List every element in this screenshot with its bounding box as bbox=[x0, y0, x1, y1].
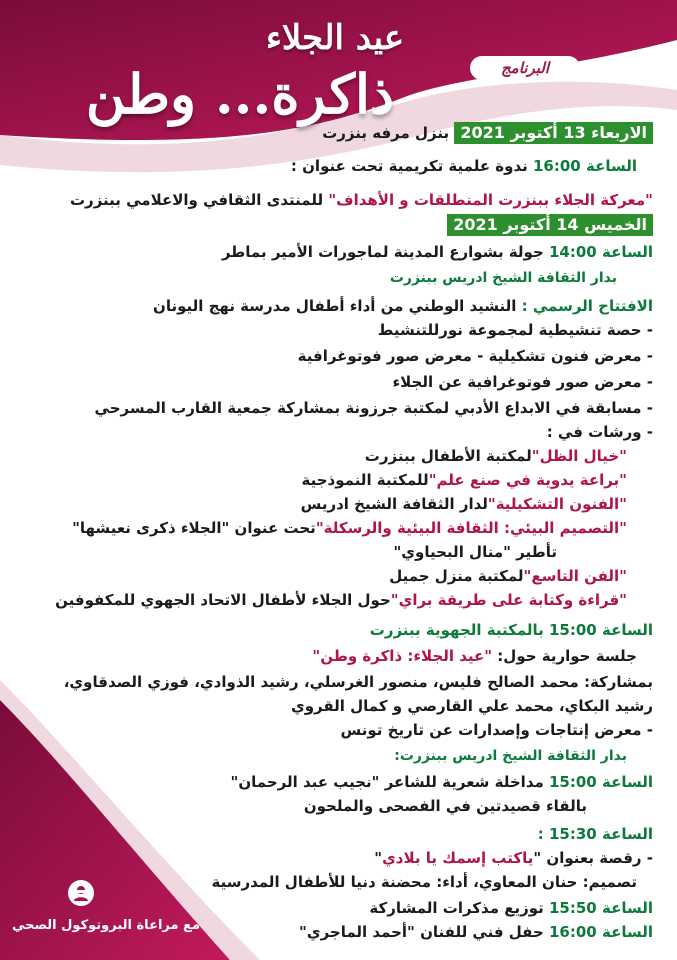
day2-date: الخميس 14 أكتوبر 2021 bbox=[447, 214, 653, 236]
time-label: الساعة 15:00 bbox=[549, 621, 653, 639]
workshop-item: تأطير "منال البحياوي" bbox=[393, 543, 557, 561]
opening-label: الافتتاح الرسمي : bbox=[516, 297, 653, 315]
time-label: الساعة 15:00 bbox=[549, 773, 653, 791]
day2-t6 bbox=[299, 922, 653, 942]
workshop-item bbox=[302, 470, 628, 490]
panel-quote: "عيد الجلاء: ذاكرة وطن" bbox=[312, 647, 493, 665]
workshop-item bbox=[389, 566, 627, 586]
workshop-item bbox=[72, 518, 627, 538]
list1-item: - معرض فنون تشكيلية - معرض صور فوتوغرافية bbox=[297, 347, 653, 365]
page-subtitle: ذاكرة... وطن bbox=[85, 62, 395, 126]
workshop-title: "خيال الظل" bbox=[531, 447, 627, 465]
day2-t3b: بالقاء قصيدتين في الفصحى والملحون bbox=[303, 797, 587, 815]
workshop-title: "براعة يدوية في صنع علم" bbox=[428, 471, 627, 489]
time-label: الساعة 15:50 bbox=[549, 899, 653, 917]
participants-line: بمشاركة: محمد الصالح فليس، منصور الغرسلي، رشيد الذوادي، فوزي الصدقاوي، bbox=[63, 673, 653, 691]
day2-t4: الساعة 15:30 : bbox=[537, 825, 653, 843]
design: تصميم: حنان المعاوي، أداء: محضنة دنيا للأطفال المدرسية bbox=[211, 873, 637, 891]
dance-title: ياكتب إسمك يا بلادي bbox=[382, 849, 534, 867]
panel bbox=[312, 646, 637, 666]
day2-t5 bbox=[369, 898, 653, 918]
program-badge: البرنامج bbox=[470, 56, 580, 80]
time-label: الساعة 16:00 bbox=[549, 923, 653, 941]
workshop-item bbox=[365, 446, 627, 466]
workshop-text: لمكتبة منزل جميل bbox=[389, 567, 524, 585]
day2-t3 bbox=[231, 772, 653, 792]
day1-venue: بنزل مرفه بنزرت bbox=[322, 124, 450, 142]
dance-label: - رقصة بعنوان " bbox=[533, 849, 653, 867]
day2-t2 bbox=[370, 620, 653, 640]
workshop-item bbox=[55, 590, 627, 610]
panel-label: جلسة حوارية حول: bbox=[492, 647, 637, 665]
workshop-text: للمكتبة النموذجية bbox=[301, 471, 429, 489]
workshop-text: لدار الثقافة الشيخ ادريس bbox=[300, 495, 488, 513]
workshop-title: "التصميم البيئي: الثقافة البيئية والرسكلة" bbox=[315, 519, 627, 537]
participants-line: - معرض إنتاجات وإصدارات عن تاريخ تونس bbox=[340, 721, 653, 739]
day1-item-1 bbox=[291, 156, 637, 176]
workshop-text: تحت عنوان "الجلاء ذكرى نعيشها" bbox=[72, 519, 316, 537]
list1-item: - مسابقة في الابداع الأدبي لمكتبة جرزونة بمشاركة جمعية القارب المسرحي bbox=[94, 399, 653, 417]
workshop-title: "الفنون التشكيلية" bbox=[487, 495, 627, 513]
item-text: حفل فني للفنان "أحمد الماجري" bbox=[299, 923, 549, 941]
time-label: الساعة 16:00 bbox=[533, 157, 637, 175]
workshop-text: حول الجلاء لأطفال الاتحاد الجهوي للمكفوفين bbox=[55, 591, 391, 609]
opening-text: النشيد الوطني من أداء أطفال مدرسة نهج اليونان bbox=[153, 297, 517, 315]
person-mask-icon bbox=[72, 884, 90, 902]
item-text: بالمكتبة الجهوية ببنزرت bbox=[369, 621, 549, 639]
list1-item: - ورشات في : bbox=[546, 423, 653, 441]
item-text: جولة بشوارع المدينة لماجورات الأمير بماطر bbox=[221, 243, 549, 261]
list1-item: - حصة تنشيطية لمجموعة نورللتنشيط bbox=[377, 321, 653, 339]
item-quote: "معركة الجلاء ببنزرت المنطلقات و الأهداف" bbox=[328, 191, 653, 209]
workshop-title: "قراءة وكتابة على طريقة براي" bbox=[390, 591, 627, 609]
day2-venue2: بدار الثقافة الشيخ ادريس ببنزرت: bbox=[394, 748, 627, 764]
opening bbox=[153, 296, 653, 316]
dance-end: " bbox=[374, 849, 383, 867]
item-text: ندوة علمية تكريمية تحت عنوان : bbox=[290, 157, 533, 175]
workshop-title: "الفن التاسع" bbox=[523, 567, 627, 585]
list1-item: - معرض صور فوتوغرافية عن الجلاء bbox=[392, 373, 653, 391]
workshop-text: لمكتبة الأطفال ببنزرت bbox=[364, 447, 532, 465]
day2-t1 bbox=[222, 242, 653, 262]
day1-item-2 bbox=[70, 190, 653, 210]
dance bbox=[374, 848, 653, 868]
time-label: الساعة 14:00 bbox=[549, 243, 653, 261]
item-text: للمنتدى الثقافي والاعلامي ببنزرت bbox=[69, 191, 329, 209]
page-title: عيد الجلاء bbox=[265, 18, 405, 58]
day1-date: الاربعاء 13 أكتوبر 2021 bbox=[454, 122, 653, 144]
health-protocol-icon bbox=[68, 880, 94, 906]
participants-line: رشيد البكاي، محمد علي القارصي و كمال القروي bbox=[290, 697, 653, 715]
item-text: توزيع مذكرات المشاركة bbox=[369, 899, 549, 917]
item-text: مداخلة شعرية للشاعر "نجيب عبد الرحمان" bbox=[230, 773, 549, 791]
footer-note: مع مراعاة البروتوكول الصحي bbox=[11, 918, 200, 933]
day2-venue1: بدار الثقافة الشيخ ادريس ببنزرت bbox=[389, 270, 617, 286]
day2-header bbox=[447, 214, 653, 236]
workshop-item bbox=[301, 494, 627, 514]
